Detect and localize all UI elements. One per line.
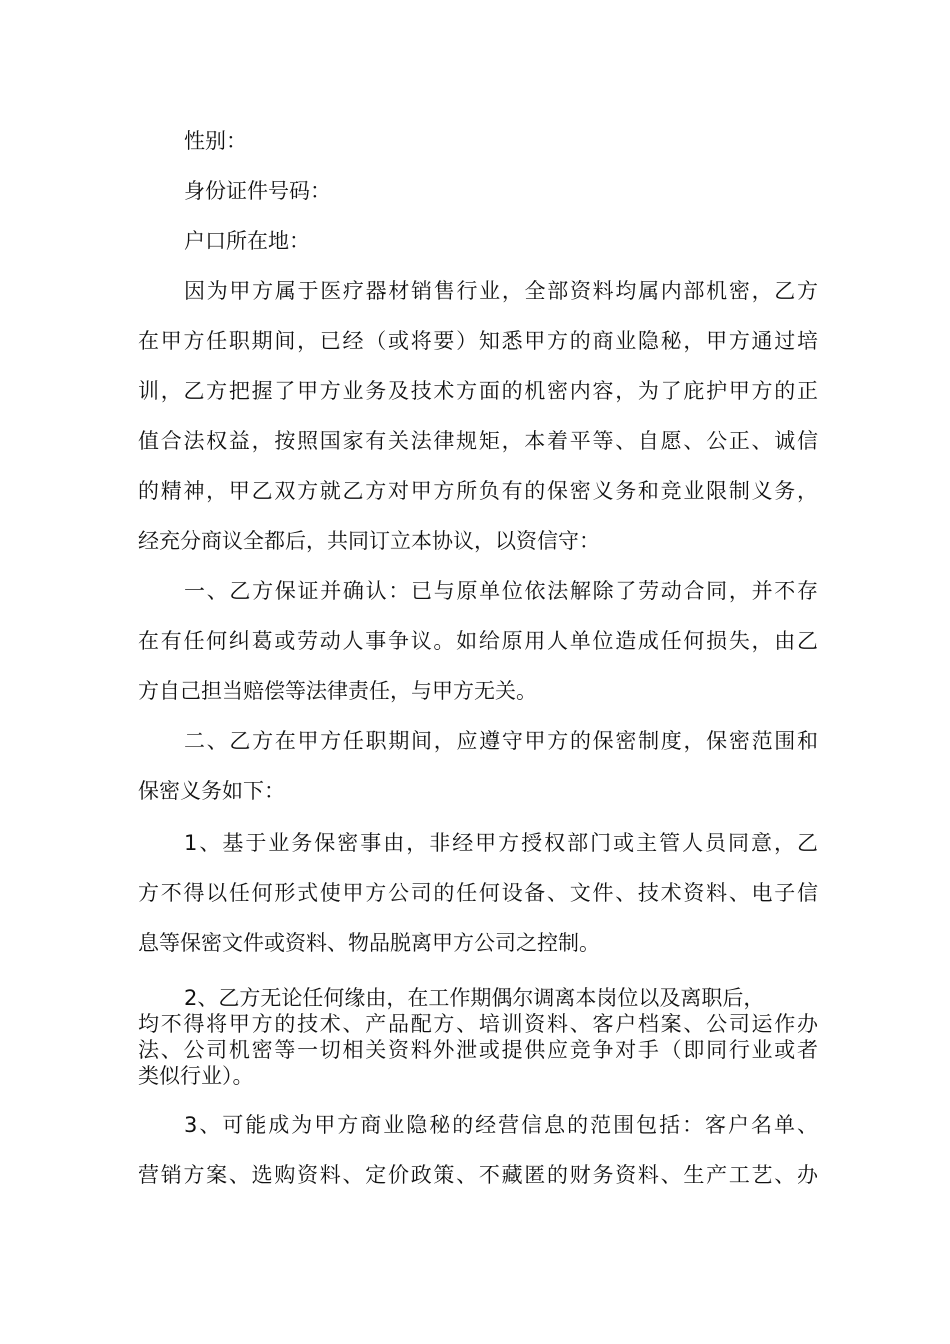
paragraph-line: 训，乙方把握了甲方业务及技术方面的机密内容，为了庇护甲方的正 <box>138 379 818 403</box>
item-1-line: 息等保密文件或资料、物品脱离甲方公司之控制。 <box>138 931 600 955</box>
field-gender: 性别： <box>184 129 247 153</box>
item-2-line: 2、乙方无论任何缘由，在工作期偶尔调离本岗位以及离职后， <box>184 986 765 1010</box>
paragraph-line: 因为甲方属于医疗器材销售行业，全部资料均属内部机密，乙方 <box>184 279 818 303</box>
paragraph-line: 值合法权益，按照国家有关法律规矩，本着平等、自愿、公正、诚信 <box>138 429 818 453</box>
paragraph-line: 的精神，甲乙双方就乙方对甲方所负有的保密义务和竞业限制义务， <box>138 479 818 503</box>
item-3-line: 营销方案、选购资料、定价政策、不藏匿的财务资料、生产工艺、办 <box>138 1163 818 1187</box>
item-1-line: 方不得以任何形式使甲方公司的任何设备、文件、技术资料、电子信 <box>138 881 818 905</box>
clause-1-line: 方自己担当赔偿等法律责任，与甲方无关。 <box>138 679 537 703</box>
item-3-line: 3、可能成为甲方商业隐秘的经营信息的范围包括：客户名单、 <box>184 1113 818 1137</box>
item-2-line: 均不得将甲方的技术、产品配方、培训资料、客户档案、公司运作办 <box>138 1012 818 1036</box>
item-2-line: 类似行业）。 <box>138 1064 254 1088</box>
field-id-number: 身份证件号码： <box>184 179 331 203</box>
clause-1-line: 一、乙方保证并确认：已与原单位依法解除了劳动合同，并不存 <box>184 579 818 603</box>
clause-2-line: 保密义务如下： <box>138 779 285 803</box>
field-household-location: 户口所在地： <box>184 229 310 253</box>
paragraph-line: 在甲方任职期间，已经（或将要）知悉甲方的商业隐秘，甲方通过培 <box>138 329 818 353</box>
clause-1-line: 在有任何纠葛或劳动人事争议。如给原用人单位造成任何损失，由乙 <box>138 629 818 653</box>
item-2-line: 法、公司机密等一切相关资料外泄或提供应竞争对手（即同行业或者 <box>138 1038 818 1062</box>
item-1-line: 1、基于业务保密事由，非经甲方授权部门或主管人员同意，乙 <box>184 831 818 855</box>
clause-2-line: 二、乙方在甲方任职期间，应遵守甲方的保密制度，保密范围和 <box>184 729 818 753</box>
paragraph-line: 经充分商议全都后，共同订立本协议，以资信守： <box>138 529 600 553</box>
